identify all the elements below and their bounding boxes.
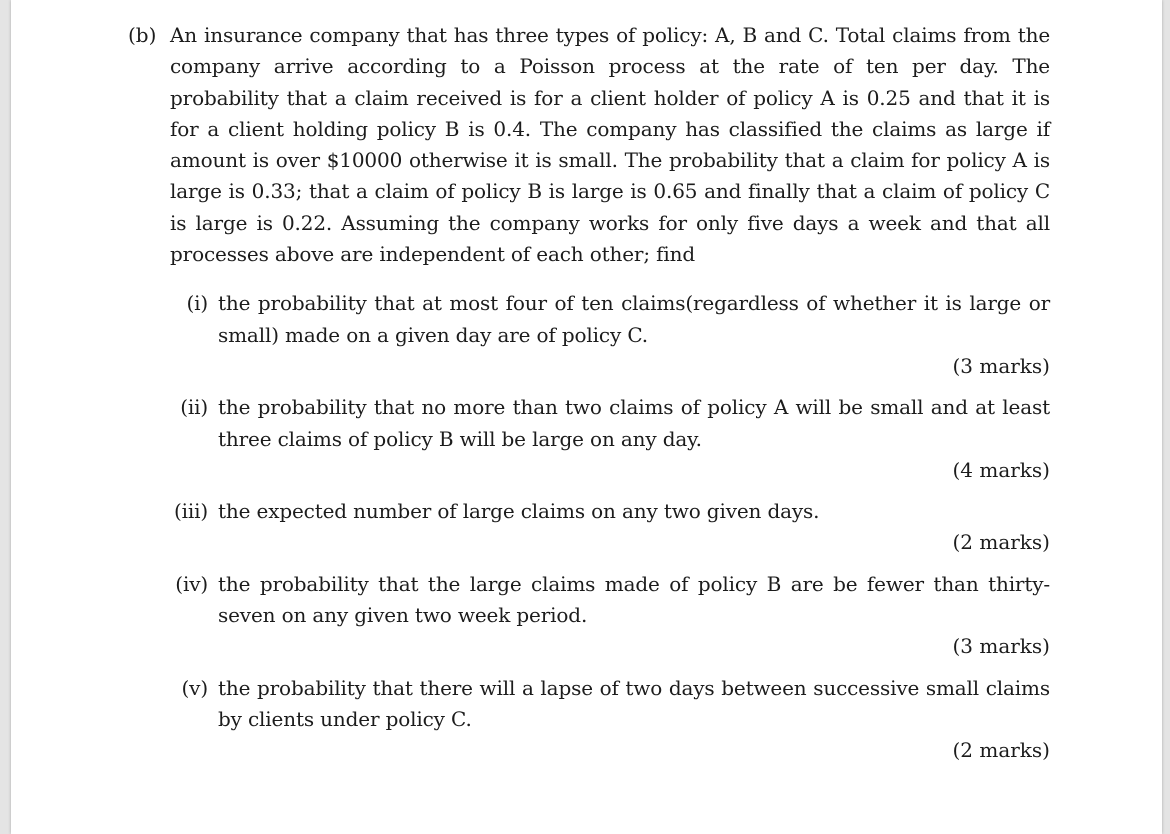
- marks-label: (2 marks): [952, 530, 1050, 555]
- part-text: the expected number of large claims on any two given days.: [218, 499, 820, 524]
- part-ii: [180, 392, 1050, 455]
- part-label: (i): [186, 291, 208, 316]
- marks-label: (2 marks): [952, 738, 1050, 763]
- document-page: [11, 0, 1162, 834]
- question-b: [128, 20, 1050, 767]
- marks-label: (3 marks): [952, 353, 1050, 378]
- part-label: (iii): [173, 499, 208, 524]
- part-i: [186, 288, 1050, 351]
- part-label: (ii): [180, 395, 208, 420]
- marks-label: (3 marks): [952, 634, 1050, 659]
- part-text: the probability that no more than two claims of policy A will be small and at least three claims of policy B will be large on any day.: [218, 395, 1050, 451]
- part-text: the probability that the large claims made of policy B are be fewer than thirty-seven on any given two week period.: [218, 571, 1050, 628]
- question-text: An insurance company that has three types of policy: A, B and C. Total claims from the company arrive according to a Poisson process at the rate of ten per day. The probability that a claim received is for a client holder of policy A is 0.25 and that it is for a client holding policy B is 0.4. The company has classified the claims as large if amount is over $10000 otherwise it is small. The probability that a claim for policy A is large is 0.33; that a claim of policy B is large is 0.65 and finally that a claim of policy C is large is 0.22. Assuming the company works for only five days a week and that all processes above are independent of each other; find: [170, 23, 1050, 267]
- part-label: (iv): [175, 571, 208, 596]
- part-text: the probability that there will a lapse of two days between successive small claims by clients under policy C.: [218, 675, 1050, 731]
- question-label: (b): [128, 23, 157, 47]
- part-text: the probability that at most four of ten claims(regardless of whether it is large or small) made on a given day are of policy C.: [218, 291, 1050, 347]
- part-v: [181, 673, 1050, 736]
- part-label: (v): [181, 675, 208, 700]
- part-iv: [175, 569, 1050, 632]
- marks-label: (4 marks): [952, 457, 1050, 482]
- part-iii: [173, 496, 1050, 527]
